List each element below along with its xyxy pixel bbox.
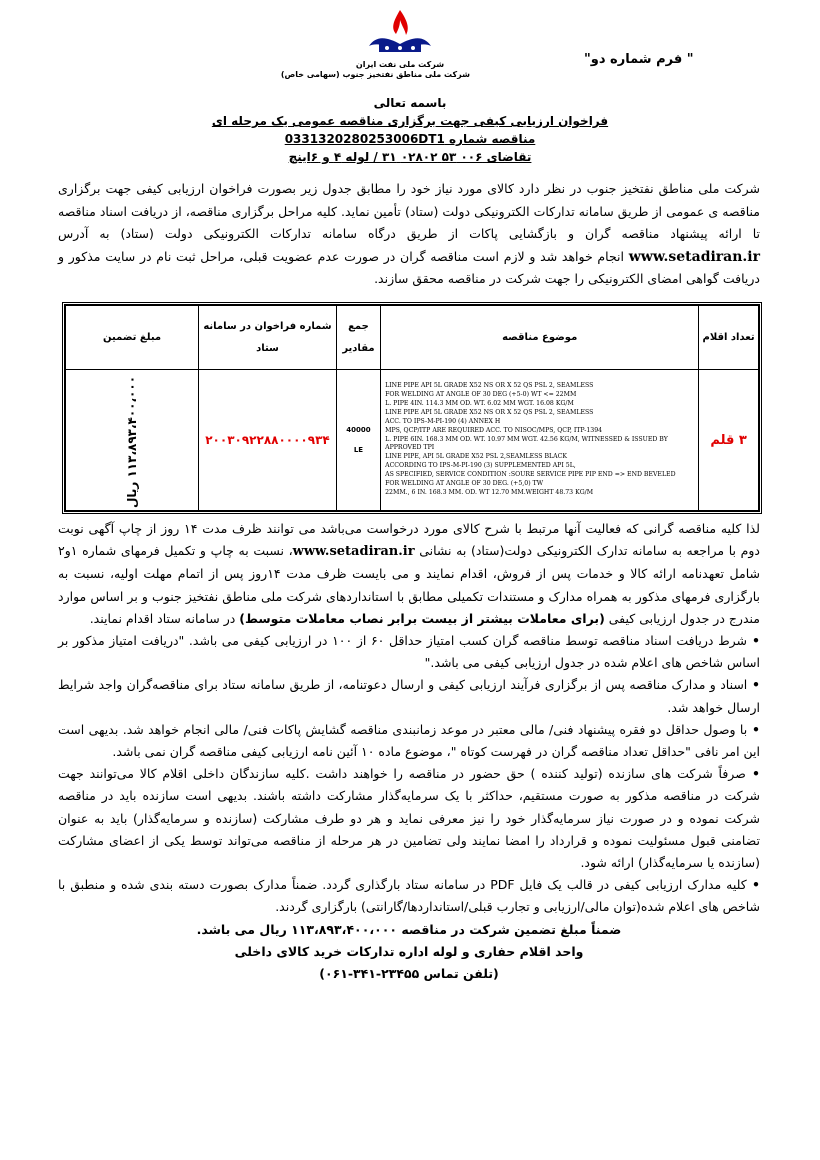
desc-line: LINE PIPE API 5L GRADE X52 NS OR X 52 QS PSL 2, SEAMLESS	[385, 408, 594, 416]
p1-bold-note: (برای معاملات بیشتر از بیست برابر نصاب معاملات متوسط)	[239, 610, 605, 626]
logo-caption-1: شرکت ملی نفت ایران	[355, 60, 445, 69]
logo-caption-2: شرکت ملی مناطق نفتخیز جنوب (سهامی خاص)	[280, 70, 470, 79]
desc-line: L. PIPE 6IN. 168.3 MM OD. WT. 10.97 MM WGT. 42.56 KG/M, WITNESSED & ISSUED BY	[385, 435, 668, 443]
body-text	[58, 518, 760, 985]
header-setad-no: شماره فراخوان در سامانه ستاد	[199, 306, 337, 370]
cell-description	[381, 370, 699, 511]
website-link[interactable]: www.setadiran.ir	[628, 248, 760, 265]
header-guarantee: مبلغ تضمین	[66, 306, 199, 370]
qty-unit: LE	[353, 446, 364, 454]
desc-line: FOR WELDING AT ANGLE OF 30 DEG. (+5,0) TW	[385, 480, 544, 488]
nioc-logo-icon	[365, 8, 435, 60]
tender-number: مناقصه شماره 0331320280253006DT1	[284, 132, 536, 146]
header-total-qty: جمع مقادیر	[336, 306, 380, 370]
bullet-1: • شرط دریافت اسناد مناقصه توسط مناقصه گران کسب امتیاز حداقل ۶۰ از ۱۰۰ در ارزیابی کیفی می باشد. "دریافت امتیاز مذکور بر اساس شاخص های اعلام شده در جدول ارزیابی کیفی می باشد."	[58, 630, 760, 674]
cell-guarantee	[66, 370, 199, 511]
qty-value: 40000	[346, 426, 371, 434]
intro-paragraph	[58, 178, 760, 291]
website-link-2[interactable]: www.setadiran.ir	[292, 544, 415, 560]
intro-text-2: انجام خواهد شد و لازم است مناقصه گران در صورت عدم عضویت قبلی، مراحل ثبت نام در سایت مذکور و دریافت گواهی امضای الکترونیکی را جهت شرکت در مناقصه محقق سازند.	[58, 248, 760, 286]
p1-text-b: ، نسبت به چاپ و تکمیل فرمهای شماره ۱و۲ شامل تعهدنامه ارائه کالا و خدمات پس از فروش، اقدام نمایند و می بایست ظرف مدت ۱۴روز پس از اتمام مهلت اولیه، نسبت به بارگزاری فرمهای مذکور به همراه مدارک و مستندات تکمیلی مطابق با استانداردهای شرکت ملی مناطق نفتخیز جنوب و بر اساس موارد مندرج در جدول ارزیابی کیفی	[58, 543, 760, 626]
header-items-count: تعداد اقلام	[699, 306, 759, 370]
desc-line: ACCORDING TO IPS-M-PI-190 (3) SUPPLEMENTED API 5L,	[385, 462, 576, 470]
desc-line: ACC. TO IPS-M-PI-190 (4) ANNEX H	[385, 417, 501, 425]
bullet-2: • اسناد و مدارک مناقصه پس از برگزاری فرآیند ارزیابی کیفی و ارسال دعوتنامه، از طریق سامانه ستاد برای مناقصه‌گران واجد شرایط ارسال خواهد شد.	[58, 674, 760, 718]
desc-line: L. PIPE 4IN. 114.3 MM OD. WT. 6.02 MM WGT. 16.08 KG/M	[385, 399, 574, 407]
desc-line: APPROVED TPI	[385, 444, 435, 452]
document-header	[200, 94, 620, 166]
desc-line: LINE PIPE API 5L GRADE X52 NS OR X 52 QS PSL 2, SEAMLESS	[385, 382, 594, 390]
paragraph-main	[58, 518, 760, 630]
form-number: " فرم شماره دو"	[584, 52, 694, 67]
desc-line: MPS, QCP/ITP ARE REQUIRED ACC. TO NISOC/MPS, QCP, ITP-1394	[385, 426, 603, 434]
p1-text-c: در سامانه ستاد اقدام نمایند.	[89, 610, 236, 626]
document-title: فراخوان ارزیابی کیفی جهت برگزاری مناقصه عمومی یک مرحله ای	[211, 114, 609, 128]
bullet-4: • صرفاً شرکت های سازنده (تولید کننده ) حق حضور در مناقصه را خواهند داشت .کلیه سازندگان داخلی اقلام کالا می‌توانند جهت شرکت در مناقصه مذکور به صورت مستقیم، حداکثر با یک سرمایه‌گذار مشارکت داشته باشند. بدیهی است سازنده باید در مناقصه شرکت نموده و در صورت نیاز سرمایه‌گذار خود را نیز معرفی نماید و هر دو طرف مشارکت (سازنده و سرمایه‌گذار) باید به عنوان تضامنی قبول مسئولیت نموده و قرارداد را امضا نمایند ولی تضامین در هر مرحله از مناقصه می‌تواند توسط یکی از اعضای مشارکت (سازنده یا سرمایه‌گذار) ارائه شود.	[58, 763, 760, 874]
company-logo	[280, 8, 470, 88]
contact-phone: (تلفن تماس ۲۳۴۵۵-۳۴۱-۰۶۱)	[319, 966, 499, 982]
issuing-unit: واحد اقلام حفاری و لوله اداره تدارکات خرید کالای داخلی	[234, 943, 584, 959]
header-subject: موضوع مناقصه	[381, 306, 699, 370]
cell-items-count: ۳ قلم	[699, 370, 759, 511]
intro-text-1: شرکت ملی مناطق نفتخیز جنوب در نظر دارد کالای مورد نیاز خود را مطابق جدول زیر بصورت فراخوان ارزیابی کیفی جهت برگزاری مناقصه ی عمومی از طریق سامانه تدارکات الکترونیکی دولت (ستاد) تأمین نماید. کلیه مراحل برگزاری مناقصه، از دریافت اسناد مناقصه تا ارائه پیشنهاد مناقصه گران و بازگشایی پاکات از طریق درگاه سامانه تدارکات الکترونیکی دولت (ستاد) به آدرس	[58, 181, 760, 241]
basmala: باسمه تعالی	[373, 96, 447, 110]
tender-table	[62, 302, 762, 514]
desc-line: FOR WELDING AT ANGLE OF 30 DEG (+5-0) WT <= 22MM	[385, 391, 577, 399]
guarantee-amount: ۱۱۳،۸۹۳،۴۰۰،۰۰۰ ریال	[125, 375, 140, 508]
desc-line: 22MM., 6 IN. 168.3 MM. OD. WT 12.70 MM.WEIGHT 48.73 KG/M	[385, 488, 594, 496]
cell-setad-no: ۲۰۰۳۰۹۲۲۸۸۰۰۰۰۹۳۴	[199, 370, 337, 511]
desc-line: LINE PIPE, API 5L GRADE X52 PSL 2,SEAMLESS BLACK	[385, 453, 567, 461]
guarantee-line: ضمناً مبلغ تضمین شرکت در مناقصه ۱۱۳،۸۹۳،۴۰۰،۰۰۰ ریال می باشد.	[196, 921, 622, 937]
bullet-3: • با وصول حداقل دو فقره پیشنهاد فنی/ مالی معتبر در موعد زمانبندی مناقصه گشایش پاکات فنی/ مالی انجام خواهد شد. بدیهی است این امر نافی "حداقل تعداد مناقصه گران در فهرست کوتاه "، موضوع ماده ۱۰ آئین نامه ارزیابی کیفی مناقصه گران نمی باشد.	[58, 719, 760, 763]
cell-total-qty	[336, 370, 380, 511]
request-number: تقاضای ۰۰۶ ۵۳ ۰۲۸۰۲ ۳۱ / لوله ۴ و ۶اینچ	[288, 150, 532, 164]
p1-text-a: لذا کلیه مناقصه گرانی که فعالیت آنها مرتبط با شرح کالای مورد درخواست می‌باشد می توانند ظرف مدت ۱۴ روز از چاپ آگهی نوبت دوم با مراجعه به سامانه تدارک الکترونیکی دولت(ستاد) به نشانی	[58, 521, 760, 559]
desc-line: AS SPECIFIED, SERVICE CONDITION :SOURE SERVICE PIPE PIP END => END BEVELED	[385, 471, 676, 479]
bullet-5: • کلیه مدارک ارزیابی کیفی در قالب یک فایل PDF در سامانه ستاد بارگذاری گردد. ضمناً مدارک بصورت دسته بندی شده و منطبق با شاخص های اعلام شده(توان مالی/ارزیابی و تجارب قبلی/استانداردها/گارانتی) بارگزاری گردند.	[58, 874, 760, 918]
